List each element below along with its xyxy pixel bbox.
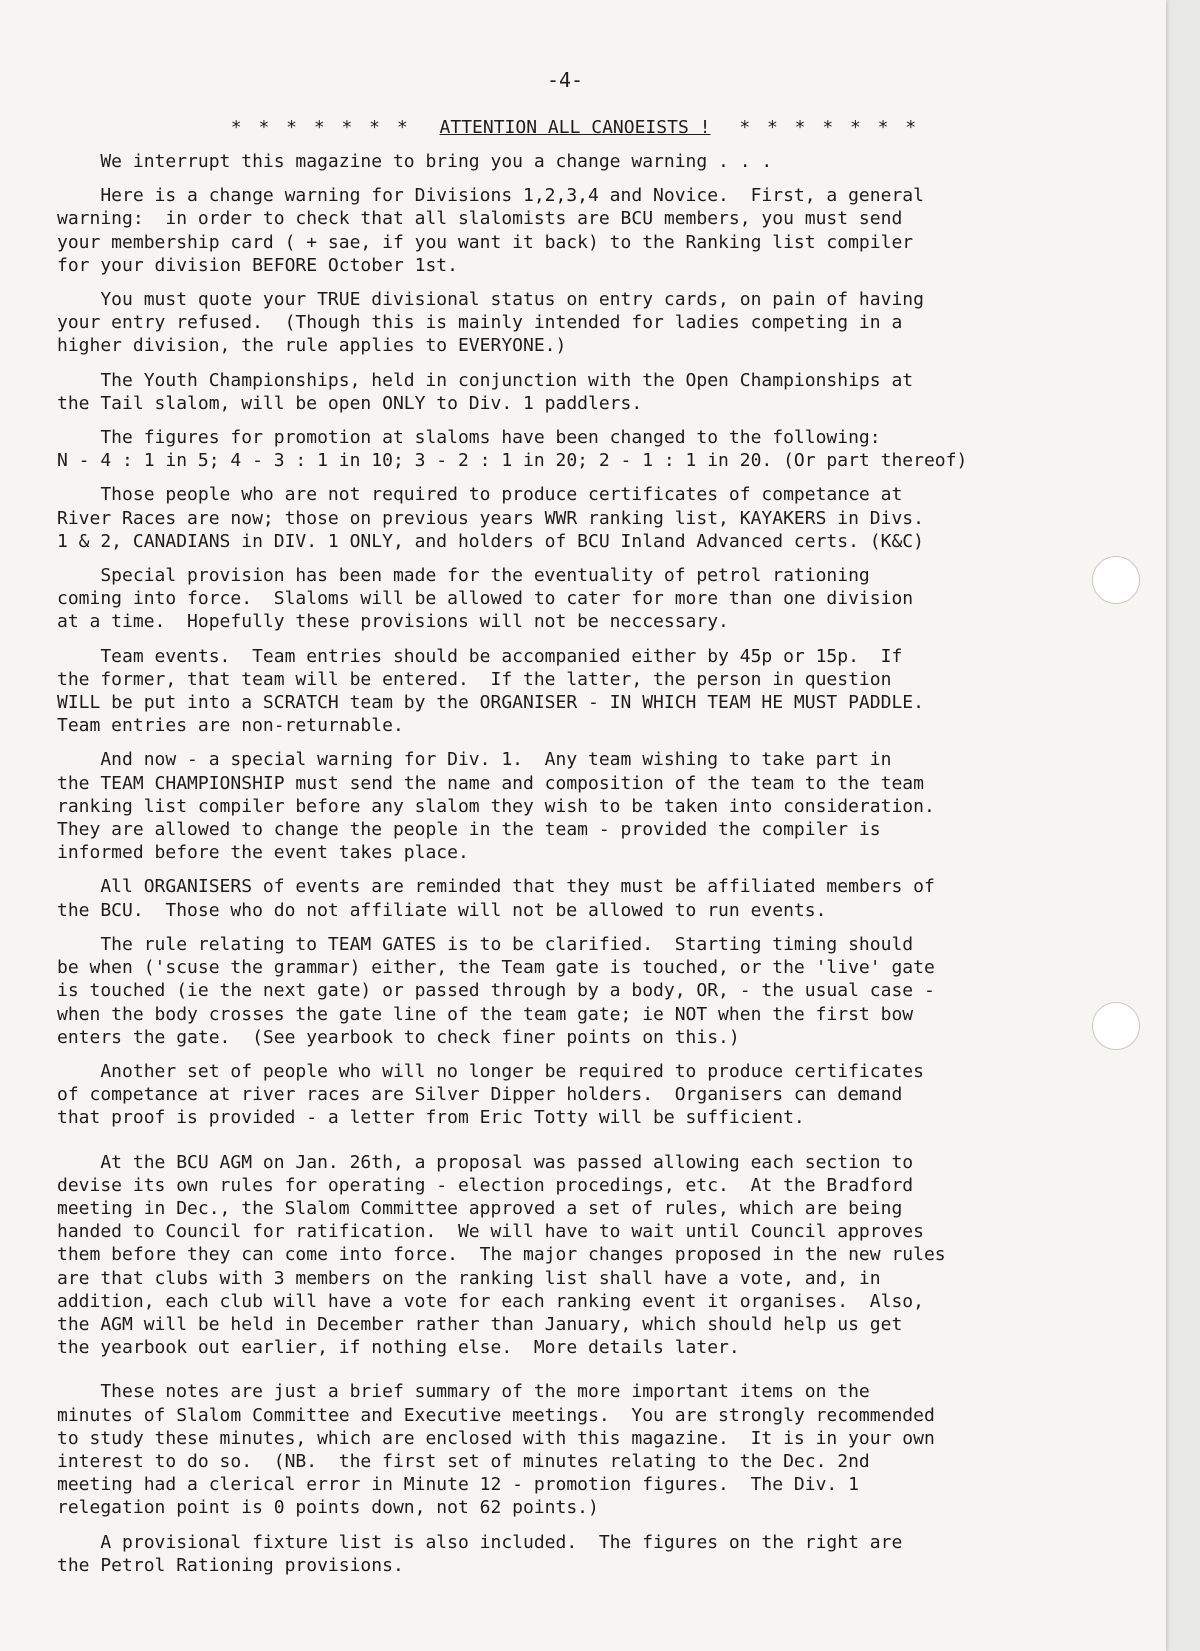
text-line: your entry refused. (Though this is mainly intended for ladies competing in a [57,312,903,334]
paragraph [57,564,1127,634]
text-line: Here is a change warning for Divisions 1,2,3,4 and Novice. First, a general [57,185,924,207]
page-number: -4- [546,68,584,92]
text-line: that proof is provided - a letter from Eric Totty will be sufficient. [57,1107,805,1129]
text-line: the Tail slalom, will be open ONLY to Div. 1 paddlers. [57,392,643,414]
text-line: be when ('scuse the grammar) either, the Team gate is touched, or the 'live' gate [57,957,935,979]
paragraph [57,426,1127,472]
text-line: Another set of people who will no longer be required to produce certificates [57,1060,924,1082]
text-line: warning: in order to check that all slalomists are BCU members, you must send [57,208,903,230]
text-line: WILL be put into a SCRATCH team by the ORGANISER - IN WHICH TEAM HE MUST PADDLE. [57,692,924,714]
text-line: the yearbook out earlier, if nothing else. More details later. [57,1337,740,1359]
text-line: the TEAM CHAMPIONSHIP must send the name and composition of the team to the team [57,772,924,794]
text-line: All ORGANISERS of events are reminded that they must be affiliated members of [57,876,935,898]
text-line: when the body crosses the gate line of the team gate; ie NOT when the first bow [57,1003,914,1025]
text-line: ranking list compiler before any slalom they wish to be taken into consideration. [57,795,935,817]
paragraph [57,1060,1127,1130]
text-line: N - 4 : 1 in 5; 4 - 3 : 1 in 10; 3 - 2 : 1 in 20; 2 - 1 : 1 in 20. (Or part thereof) [57,450,968,472]
text-line: interest to do so. (NB. the first set of minutes relating to the Dec. 2nd [57,1450,870,1472]
text-line: the former, that team will be entered. If the latter, the person in question [57,668,892,690]
paragraph [57,875,1127,921]
text-line: higher division, the rule applies to EVERYONE.) [57,335,567,357]
paragraph [57,184,1127,277]
text-line: minutes of Slalom Committee and Executive meetings. You are strongly recommended [57,1404,935,1426]
text-line: to study these minutes, which are enclosed with this magazine. It is in your own [57,1427,935,1449]
paragraph [57,369,1127,415]
text-line: handed to Council for ratification. We will have to wait until Council approves [57,1221,924,1243]
text-line: They are allowed to change the people in the team - provided the compiler is [57,819,881,841]
heading-title: ATTENTION ALL CANOEISTS ! [439,117,711,138]
paragraph [57,748,1127,864]
text-line: the AGM will be held in December rather than January, which should help us get [57,1313,903,1335]
paragraph [57,1531,1127,1577]
text-line: for your division BEFORE October 1st. [57,254,458,276]
text-line: informed before the event takes place. [57,842,469,864]
paragraph [57,645,1127,738]
text-line: your membership card ( + sae, if you want it back) to the Ranking list compiler [57,231,914,253]
text-line: 1 & 2, CANADIANS in DIV. 1 ONLY, and holders of BCU Inland Advanced certs. (K&C) [57,530,924,552]
heading-stars-left: * * * * * * * [230,117,411,138]
text-line: devise its own rules for operating - election procedings, etc. At the Bradford [57,1174,914,1196]
text-line: Those people who are not required to produce certificates of competance at [57,484,903,506]
text-line: coming into force. Slaloms will be allowed to cater for more than one division [57,588,914,610]
paragraph [57,288,1127,358]
text-line: are that clubs with 3 members on the ranking list shall have a vote, and, in [57,1267,881,1289]
text-line: at a time. Hopefully these provisions will not be neccessary. [57,611,729,633]
text-line: River Races are now; those on previous years WWR ranking list, KAYAKERS in Divs. [57,507,924,529]
article-body [57,150,1127,1588]
text-line: You must quote your TRUE divisional status on entry cards, on pain of having [57,289,924,311]
text-line: And now - a special warning for Div. 1. Any team wishing to take part in [57,749,892,771]
text-line: addition, each club will have a vote for each ranking event it organises. Also, [57,1290,924,1312]
text-line: the BCU. Those who do not affiliate will not be allowed to run events. [57,899,827,921]
paragraph [57,1380,1127,1519]
text-line: of competance at river races are Silver Dipper holders. Organisers can demand [57,1084,903,1106]
text-line: We interrupt this magazine to bring you a change warning . . . [57,151,773,172]
text-line: The Youth Championships, held in conjunction with the Open Championships at [57,369,914,391]
paragraph [57,150,1127,173]
text-line: is touched (ie the next gate) or passed through by a body, OR, - the usual case - [57,980,935,1002]
paragraph [57,483,1127,553]
text-line: Special provision has been made for the eventuality of petrol rationing [57,565,870,587]
text-line: At the BCU AGM on Jan. 26th, a proposal was passed allowing each section to [57,1151,914,1173]
text-line: relegation point is 0 points down, not 62 points.) [57,1497,599,1519]
text-line: enters the gate. (See yearbook to check finer points on this.) [57,1026,740,1048]
text-line: The figures for promotion at slaloms have been changed to the following: [57,427,881,449]
text-line: These notes are just a brief summary of the more important items on the [57,1381,870,1403]
text-line: meeting in Dec., the Slalom Committee approved a set of rules, which are being [57,1197,903,1219]
section-heading [0,117,1150,138]
text-line: Team events. Team entries should be accompanied either by 45p or 15p. If [57,645,903,667]
heading-stars-right: * * * * * * * [739,117,920,138]
text-line: them before they can come into force. The major changes proposed in the new rules [57,1244,946,1266]
text-line: A provisional fixture list is also included. The figures on the right are [57,1531,903,1553]
paragraph [57,933,1127,1049]
paragraph [57,1151,1127,1360]
text-line: meeting had a clerical error in Minute 12 - promotion figures. The Div. 1 [57,1474,859,1496]
text-line: Team entries are non-returnable. [57,715,404,737]
text-line: the Petrol Rationing provisions. [57,1554,404,1576]
text-line: The rule relating to TEAM GATES is to be clarified. Starting timing should [57,933,914,955]
